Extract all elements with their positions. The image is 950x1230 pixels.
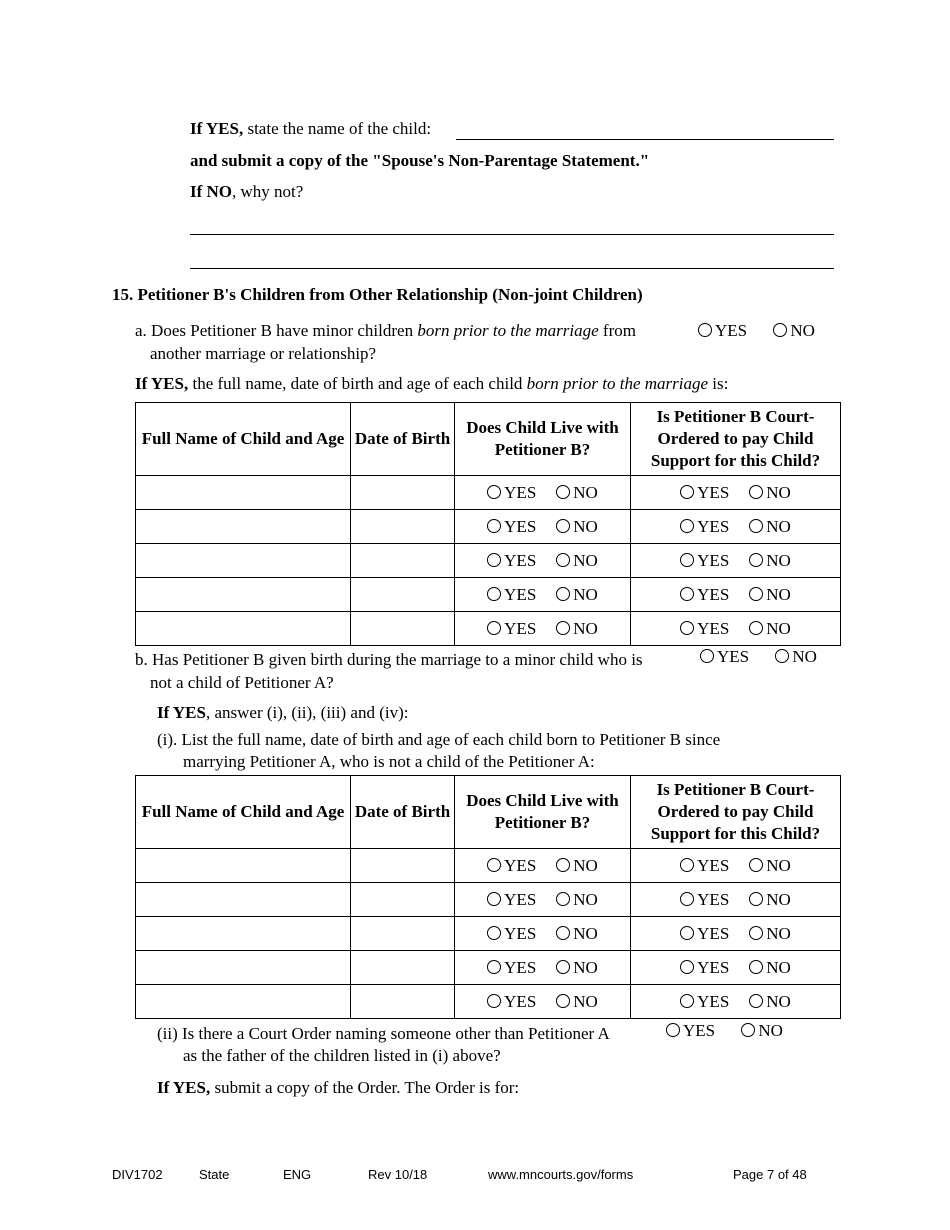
lives-with-no-option[interactable]: NO — [556, 517, 598, 537]
header-name-age: Full Name of Child and Age — [136, 776, 351, 849]
footer-page-number: Page 7 of 48 — [733, 1167, 807, 1182]
radio-icon[interactable] — [487, 892, 501, 906]
if-yes-order-instruction: If YES, submit a copy of the Order. The Order is for: — [157, 1078, 520, 1097]
child-name-age-cell[interactable] — [136, 951, 351, 985]
footer-state: State — [199, 1167, 230, 1182]
radio-icon[interactable] — [556, 960, 570, 974]
section-15-heading: 15. Petitioner B's Children from Other Relationship (Non-joint Children) — [112, 285, 643, 304]
radio-icon[interactable] — [487, 519, 501, 533]
header-support: Is Petitioner B Court-Ordered to pay Child Support for this Child? — [631, 403, 841, 476]
radio-icon[interactable] — [749, 485, 763, 499]
support-cell — [631, 883, 841, 917]
radio-icon[interactable] — [487, 960, 501, 974]
radio-icon[interactable] — [749, 926, 763, 940]
lives-with-no-option[interactable]: NO — [556, 924, 598, 944]
child-dob-cell[interactable] — [351, 612, 455, 646]
child-name-age-cell[interactable] — [136, 883, 351, 917]
radio-icon[interactable] — [680, 485, 694, 499]
child-dob-cell[interactable] — [351, 883, 455, 917]
lives-with-yes-option[interactable]: YES — [487, 992, 536, 1012]
table-row — [136, 951, 841, 985]
radio-icon[interactable] — [680, 858, 694, 872]
lives-with-no-option[interactable]: NO — [556, 958, 598, 978]
support-yes-option[interactable]: YES — [680, 958, 729, 978]
radio-icon[interactable] — [680, 892, 694, 906]
radio-icon[interactable] — [487, 587, 501, 601]
question-b-line2: not a child of Petitioner A? — [150, 673, 334, 692]
radio-icon[interactable] — [680, 519, 694, 533]
support-yes-option[interactable]: YES — [680, 483, 729, 503]
support-yes-option[interactable]: YES — [680, 890, 729, 910]
support-no-option[interactable]: NO — [749, 958, 791, 978]
table-row — [136, 612, 841, 646]
question-ii-line1: (ii) Is there a Court Order naming someone other than Petitioner A — [157, 1024, 610, 1043]
radio-icon[interactable] — [487, 994, 501, 1008]
header-lives-with: Does Child Live with Petitioner B? — [455, 403, 631, 476]
radio-icon[interactable] — [773, 323, 787, 337]
radio-icon[interactable] — [749, 960, 763, 974]
radio-icon[interactable] — [487, 621, 501, 635]
table-row — [136, 578, 841, 612]
question-a-no-option[interactable]: NO — [773, 321, 815, 341]
child-name-age-cell[interactable] — [136, 510, 351, 544]
child-name-age-cell[interactable] — [136, 544, 351, 578]
lives-with-yes-option[interactable]: YES — [487, 619, 536, 639]
radio-icon[interactable] — [487, 858, 501, 872]
radio-icon[interactable] — [749, 519, 763, 533]
support-no-option[interactable]: NO — [749, 551, 791, 571]
child-dob-input[interactable] — [351, 545, 454, 577]
table-row — [136, 917, 841, 951]
support-no-option[interactable]: NO — [749, 585, 791, 605]
question-ii-yes-option[interactable]: YES — [666, 1021, 715, 1041]
question-b-line1: b. Has Petitioner B given birth during the marriage to a minor child who is — [135, 650, 643, 669]
radio-icon[interactable] — [749, 587, 763, 601]
lives-with-yes-option[interactable]: YES — [487, 856, 536, 876]
radio-icon[interactable] — [680, 994, 694, 1008]
header-dob: Date of Birth — [351, 403, 455, 476]
child-dob-cell[interactable] — [351, 849, 455, 883]
radio-icon[interactable] — [680, 553, 694, 567]
radio-icon[interactable] — [749, 553, 763, 567]
footer-revision: Rev 10/18 — [368, 1167, 428, 1182]
question-b-options — [700, 647, 817, 667]
radio-icon[interactable] — [749, 621, 763, 635]
lives-with-cell — [455, 951, 631, 985]
lives-with-cell — [455, 849, 631, 883]
header-dob: Date of Birth — [351, 776, 455, 849]
children-prior-table — [135, 402, 841, 646]
if-yes-child-name-label — [190, 119, 431, 139]
footer-form-id: DIV1702 — [112, 1167, 163, 1182]
child-dob-cell[interactable] — [351, 917, 455, 951]
radio-icon[interactable] — [680, 960, 694, 974]
child-dob-input[interactable] — [351, 477, 454, 509]
child-name-age-cell[interactable] — [136, 917, 351, 951]
support-yes-option[interactable]: YES — [680, 585, 729, 605]
support-no-option[interactable]: NO — [749, 483, 791, 503]
lives-with-cell — [455, 476, 631, 510]
lives-with-cell — [455, 883, 631, 917]
child-name-age-input[interactable] — [136, 986, 350, 1018]
radio-icon[interactable] — [556, 621, 570, 635]
child-name-age-input[interactable] — [136, 918, 350, 950]
support-cell — [631, 849, 841, 883]
radio-icon[interactable] — [680, 621, 694, 635]
table-row — [136, 510, 841, 544]
header-support: Is Petitioner B Court-Ordered to pay Child Support for this Child? — [631, 776, 841, 849]
lives-with-no-option[interactable]: NO — [556, 551, 598, 571]
lives-with-cell — [455, 578, 631, 612]
support-cell — [631, 510, 841, 544]
radio-icon[interactable] — [556, 926, 570, 940]
if-yes-rest: state the name of the child: — [243, 119, 432, 138]
if-yes-bold: If YES, — [190, 119, 244, 138]
table-header-row — [136, 776, 841, 849]
radio-icon[interactable] — [487, 485, 501, 499]
question-a-line2: another marriage or relationship? — [150, 344, 377, 363]
child-name-age-cell[interactable] — [136, 612, 351, 646]
radio-icon[interactable] — [556, 553, 570, 567]
child-name-age-cell[interactable] — [136, 849, 351, 883]
child-name-age-cell[interactable] — [136, 985, 351, 1019]
footer-language: ENG — [283, 1167, 312, 1182]
child-dob-cell[interactable] — [351, 510, 455, 544]
radio-icon[interactable] — [749, 994, 763, 1008]
child-dob-input[interactable] — [351, 579, 454, 611]
support-cell — [631, 917, 841, 951]
lives-with-cell — [455, 544, 631, 578]
table-row — [136, 476, 841, 510]
radio-icon[interactable] — [556, 892, 570, 906]
if-yes-b-instruction: If YES, answer (i), (ii), (iii) and (iv): — [157, 703, 409, 722]
child-dob-input[interactable] — [351, 850, 454, 882]
question-b-no-option[interactable]: NO — [775, 647, 817, 667]
support-cell — [631, 985, 841, 1019]
child-dob-cell[interactable] — [351, 578, 455, 612]
submit-statement-instruction: and submit a copy of the "Spouse's Non-Parentage Statement." — [190, 151, 650, 170]
child-name-age-input[interactable] — [136, 579, 350, 611]
child-name-age-input[interactable] — [136, 477, 350, 509]
support-no-option[interactable]: NO — [749, 517, 791, 537]
child-name-age-input[interactable] — [136, 613, 350, 645]
radio-icon[interactable] — [749, 892, 763, 906]
radio-icon[interactable] — [749, 858, 763, 872]
lives-with-no-option[interactable]: NO — [556, 992, 598, 1012]
question-i-line1: (i). List the full name, date of birth and age of each child born to Petitioner B since — [157, 730, 721, 749]
table-row — [136, 883, 841, 917]
child-name-age-input[interactable] — [136, 884, 350, 916]
header-lives-with: Does Child Live with Petitioner B? — [455, 776, 631, 849]
radio-icon[interactable] — [556, 519, 570, 533]
lives-with-yes-option[interactable]: YES — [487, 924, 536, 944]
lives-with-yes-option[interactable]: YES — [487, 551, 536, 571]
table-header-row — [136, 403, 841, 476]
table-row — [136, 849, 841, 883]
why-not-line-2[interactable] — [190, 268, 834, 269]
child-dob-input[interactable] — [351, 986, 454, 1018]
child-name-age-cell[interactable] — [136, 578, 351, 612]
table-row — [136, 544, 841, 578]
radio-icon[interactable] — [680, 926, 694, 940]
lives-with-cell — [455, 917, 631, 951]
lives-with-no-option[interactable]: NO — [556, 619, 598, 639]
lives-with-yes-option[interactable]: YES — [487, 585, 536, 605]
radio-icon[interactable] — [700, 649, 714, 663]
child-dob-input[interactable] — [351, 952, 454, 984]
support-yes-option[interactable]: YES — [680, 992, 729, 1012]
child-dob-input[interactable] — [351, 884, 454, 916]
support-cell — [631, 612, 841, 646]
radio-icon[interactable] — [556, 858, 570, 872]
why-not-line-1[interactable] — [190, 234, 834, 235]
child-dob-cell[interactable] — [351, 544, 455, 578]
lives-with-yes-option[interactable]: YES — [487, 483, 536, 503]
support-yes-option[interactable]: YES — [680, 924, 729, 944]
support-yes-option[interactable]: YES — [680, 551, 729, 571]
question-a-line1: a. Does Petitioner B have minor children born prior to the marriage from — [135, 321, 636, 340]
lives-with-no-option[interactable]: NO — [556, 483, 598, 503]
radio-icon[interactable] — [556, 587, 570, 601]
footer-url[interactable]: www.mncourts.gov/forms — [488, 1167, 634, 1182]
question-b-yes-option[interactable]: YES — [700, 647, 749, 667]
support-cell — [631, 578, 841, 612]
lives-with-yes-option[interactable]: YES — [487, 890, 536, 910]
question-i-line2: marrying Petitioner A, who is not a child of the Petitioner A: — [183, 752, 595, 771]
child-dob-input[interactable] — [351, 511, 454, 543]
lives-with-yes-option[interactable]: YES — [487, 958, 536, 978]
child-name-age-input[interactable] — [136, 545, 350, 577]
child-name-age-input[interactable] — [136, 511, 350, 543]
if-no-why-label: If NO, why not? — [190, 182, 304, 201]
support-no-option[interactable]: NO — [749, 890, 791, 910]
radio-icon[interactable] — [680, 587, 694, 601]
support-cell — [631, 544, 841, 578]
radio-icon[interactable] — [698, 323, 712, 337]
lives-with-yes-option[interactable]: YES — [487, 517, 536, 537]
support-no-option[interactable]: NO — [749, 924, 791, 944]
lives-with-cell — [455, 985, 631, 1019]
question-a-options — [698, 321, 815, 341]
radio-icon[interactable] — [741, 1023, 755, 1037]
children-during-marriage-table — [135, 775, 841, 1019]
child-dob-cell[interactable] — [351, 985, 455, 1019]
support-cell — [631, 951, 841, 985]
child-dob-input[interactable] — [351, 918, 454, 950]
child-name-age-input[interactable] — [136, 952, 350, 984]
radio-icon[interactable] — [775, 649, 789, 663]
child-dob-cell[interactable] — [351, 476, 455, 510]
support-no-option[interactable]: NO — [749, 856, 791, 876]
table-row — [136, 985, 841, 1019]
child-name-field[interactable] — [456, 139, 834, 140]
lives-with-no-option[interactable]: NO — [556, 890, 598, 910]
lives-with-no-option[interactable]: NO — [556, 856, 598, 876]
support-no-option[interactable]: NO — [749, 619, 791, 639]
lives-with-no-option[interactable]: NO — [556, 585, 598, 605]
radio-icon[interactable] — [666, 1023, 680, 1037]
child-name-age-input[interactable] — [136, 850, 350, 882]
header-name-age: Full Name of Child and Age — [136, 403, 351, 476]
radio-icon[interactable] — [556, 994, 570, 1008]
lives-with-cell — [455, 612, 631, 646]
child-dob-cell[interactable] — [351, 951, 455, 985]
support-yes-option[interactable]: YES — [680, 856, 729, 876]
lives-with-cell — [455, 510, 631, 544]
question-ii-no-option[interactable]: NO — [741, 1021, 783, 1041]
if-yes-a-instruction: If YES, the full name, date of birth and age of each child born prior to the marriage is: — [135, 374, 729, 393]
radio-icon[interactable] — [487, 926, 501, 940]
support-cell — [631, 476, 841, 510]
support-yes-option[interactable]: YES — [680, 619, 729, 639]
question-ii-line2: as the father of the children listed in (i) above? — [183, 1046, 501, 1065]
radio-icon[interactable] — [556, 485, 570, 499]
question-ii-options — [666, 1021, 783, 1041]
support-no-option[interactable]: NO — [749, 992, 791, 1012]
child-name-age-cell[interactable] — [136, 476, 351, 510]
radio-icon[interactable] — [487, 553, 501, 567]
question-a-yes-option[interactable]: YES — [698, 321, 747, 341]
support-yes-option[interactable]: YES — [680, 517, 729, 537]
child-dob-input[interactable] — [351, 613, 454, 645]
